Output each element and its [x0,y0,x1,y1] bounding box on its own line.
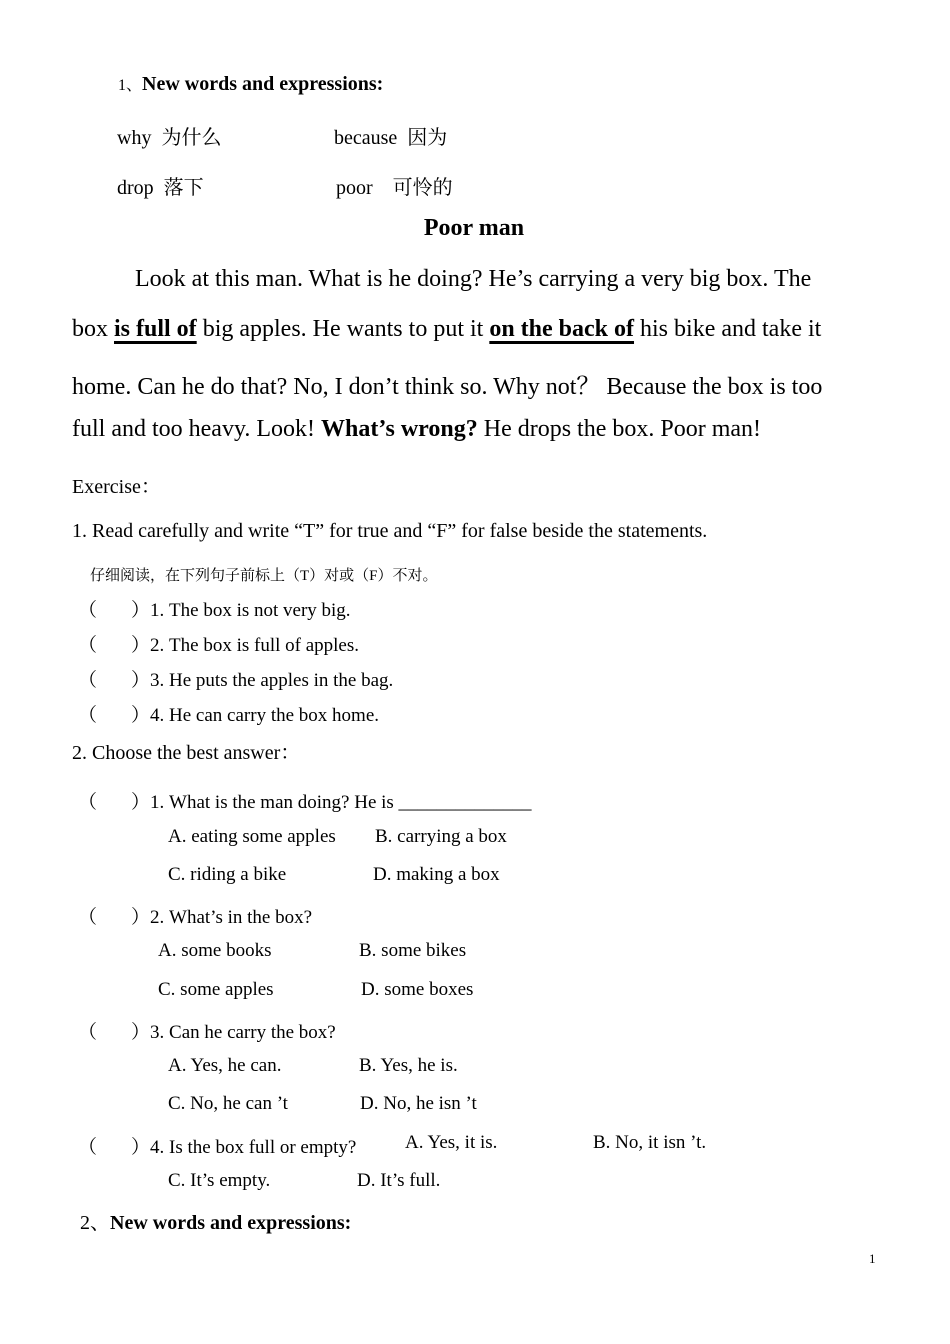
tf-item-1: （ ）1. The box is not very big. [78,600,351,621]
section1-number: 1、 [118,77,143,94]
story-line-3: home. Can he do that? No, I don’t think so. Why not？ Because the box is too [72,374,823,400]
mc1-option-c: C. riding a bike [168,864,287,885]
q1-instruction-zh: 仔细阅读，在下列句子前标上（T）对或（F）不对。 [90,568,438,584]
mc3-option-a: A. Yes, he can. [168,1055,282,1076]
vocab-because: because 因为 [334,127,448,149]
tf-item-4: （ ）4. He can carry the box home. [78,705,379,726]
tf-item-2: （ ）2. The box is full of apples. [78,635,359,656]
mc3-option-c: C. No, he can ’t [168,1093,288,1114]
mc-question-1: （ ）1. What is the man doing? He is ______________ [78,792,532,813]
highlight-whats-wrong: What’s wrong? [321,416,478,442]
mc-question-4: （ ）4. Is the box full or empty? [78,1137,357,1158]
mc4-option-d: D. It’s full. [357,1170,441,1191]
mc4-option-b: B. No, it isn ’t. [593,1132,707,1153]
mc-question-3: （ ）3. Can he carry the box? [78,1022,336,1043]
section1-heading [118,72,383,96]
mc1-option-a: A. eating some apples [168,826,336,847]
story-title: Poor man [423,215,525,241]
tf-item-3: （ ）3. He puts the apples in the bag. [78,670,394,691]
mc2-option-a: A. some books [158,940,272,961]
vocab-poor: poor 可怜的 [336,177,453,199]
story-line-2: box is full of big apples. He wants to put it on the back of his bike and take it [72,316,822,342]
answer-blank[interactable]: （ [78,705,98,726]
mc1-option-b: B. carrying a box [375,826,507,847]
section2-number: 2、 [80,1212,110,1234]
answer-blank[interactable]: （ [78,1137,98,1158]
exercise-label: Exercise： [72,476,161,498]
answer-blank[interactable]: （ [78,907,98,928]
mc2-option-d: D. some boxes [361,979,474,1000]
mc4-option-a: A. Yes, it is. [405,1132,498,1153]
answer-blank[interactable]: （ [78,635,98,656]
story-line-4: full and too heavy. Look! What’s wrong? He drops the box. Poor man! [72,416,762,442]
mc-question-2: （ ）2. What’s in the box? [78,907,313,928]
mc4-option-c: C. It’s empty. [168,1170,271,1191]
mc3-option-b: B. Yes, he is. [359,1055,458,1076]
q1-instruction: 1. Read carefully and write “T” for true and “F” for false beside the statements. [72,520,708,542]
vocab-why: why 为什么 [117,127,222,149]
vocab-drop: drop 落下 [117,177,204,199]
highlight-is-full-of: is full of [114,316,197,342]
answer-blank[interactable]: （ [78,792,98,813]
story-line-1: Look at this man. What is he doing? He’s carrying a very big box. The [135,266,812,292]
answer-blank[interactable]: （ [78,670,98,691]
mc2-option-b: B. some bikes [359,940,467,961]
answer-blank[interactable]: （ [78,600,98,621]
answer-blank[interactable]: （ [78,1022,98,1043]
highlight-on-the-back-of: on the back of [489,316,635,342]
page-number: 1 [869,1251,876,1266]
mc2-option-c: C. some apples [158,979,274,1000]
section2-heading [80,1206,351,1235]
mc1-option-d: D. making a box [373,864,500,885]
mc3-option-d: D. No, he isn ’t [360,1093,477,1114]
section1-title: New words and expressions: [142,73,384,95]
q2-instruction: 2. Choose the best answer： [72,742,301,764]
section2-title: New words and expressions: [110,1212,352,1234]
